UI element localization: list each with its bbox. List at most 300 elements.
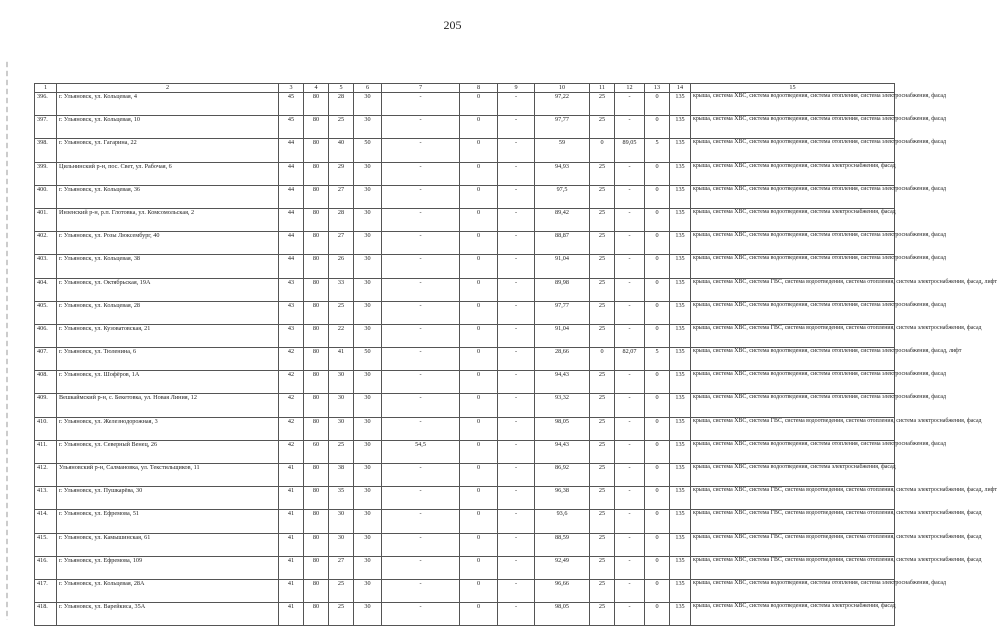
col-5-cell: 30 [329,394,354,417]
col-7-cell: - [382,185,460,208]
col-13-cell: 0 [645,533,670,556]
address-cell: г. Ульяновск, ул. Кольцевая, 4 [57,93,279,116]
col-3-cell: 45 [279,116,304,139]
col-9-cell: - [498,487,535,510]
col-8-cell: 0 [460,278,498,301]
col-10-cell: 97,77 [535,301,590,324]
table-row [35,348,895,371]
col-3-cell: 45 [279,93,304,116]
column-header: 4 [304,84,329,93]
col-14-cell: 135 [670,603,691,626]
row-number-cell: 407. [35,348,57,371]
address-cell: г. Ульяновск, ул. Кольцевая, 28 [57,301,279,324]
address-cell: г. Ульяновск, ул. Гагарина, 22 [57,139,279,162]
register-table [34,83,997,626]
works-list-cell: крыша, система ХВС, система водоотведения, система отопления, система электроснабжения, фасад [691,394,895,417]
col-3-cell: 44 [279,185,304,208]
col-4-cell: 80 [304,162,329,185]
col-4-cell: 80 [304,556,329,579]
col-7-cell: - [382,464,460,487]
col-8-cell: 0 [460,487,498,510]
col-11-cell: 25 [590,417,615,440]
column-header: 9 [498,84,535,93]
col-12-cell: - [615,510,645,533]
col-8-cell: 0 [460,556,498,579]
col-7-cell: - [382,208,460,231]
col-10-cell: 88,59 [535,533,590,556]
table-row [35,301,895,324]
table-row [35,116,895,139]
address-cell: Вешкаймский р-н, с. Бекетовка, ул. Новая Линия, 12 [57,394,279,417]
col-4-cell: 80 [304,533,329,556]
col-9-cell: - [498,440,535,463]
col-10-cell: 97,77 [535,116,590,139]
col-8-cell: 0 [460,603,498,626]
col-3-cell: 41 [279,487,304,510]
col-3-cell: 42 [279,371,304,394]
col-11-cell: 25 [590,579,615,602]
works-list-cell: крыша, система ХВС, система водоотведения, система электроснабжения, фасад [691,464,895,487]
works-list-cell: крыша, система ХВС, система ГВС, система водоотведения, система отопления, система электроснабжения, фасад, лифт [691,487,895,510]
col-8-cell: 0 [460,208,498,231]
col-3-cell: 43 [279,278,304,301]
col-3-cell: 41 [279,556,304,579]
row-number-cell: 414. [35,510,57,533]
table-row [35,255,895,278]
col-14-cell: 135 [670,162,691,185]
works-list-cell: крыша, система ХВС, система ГВС, система водоотведения, система отопления, система электроснабжения, фасад [691,533,895,556]
col-4-cell: 80 [304,348,329,371]
col-5-cell: 28 [329,208,354,231]
page-number: 205 [443,18,462,32]
works-list-cell: крыша, система ХВС, система ГВС, система водоотведения, система отопления, система электроснабжения, фасад [691,417,895,440]
row-number-cell: 415. [35,533,57,556]
col-14-cell: 135 [670,579,691,602]
col-13-cell: 0 [645,603,670,626]
row-number-cell: 412. [35,464,57,487]
col-4-cell: 80 [304,324,329,347]
col-5-cell: 30 [329,510,354,533]
col-5-cell: 25 [329,579,354,602]
address-cell: г. Ульяновск, ул. Кольцевая, 10 [57,116,279,139]
works-list-cell: крыша, система ХВС, система водоотведения, система отопления, система электроснабжения, фасад [691,139,895,162]
table-row [35,324,895,347]
col-11-cell: 25 [590,301,615,324]
col-6-cell: 30 [354,394,382,417]
scan-edge-dots [6,60,8,620]
works-list-cell: крыша, система ХВС, система водоотведения, система отопления, система электроснабжения, фасад [691,255,895,278]
col-9-cell: - [498,139,535,162]
col-11-cell: 25 [590,556,615,579]
col-13-cell: 0 [645,464,670,487]
col-10-cell: 96,38 [535,487,590,510]
col-9-cell: - [498,394,535,417]
address-cell: г. Ульяновск, ул. Ефремова, 109 [57,556,279,579]
col-13-cell: 0 [645,278,670,301]
column-header: 2 [57,84,279,93]
col-7-cell: - [382,487,460,510]
col-14-cell: 135 [670,510,691,533]
col-8-cell: 0 [460,464,498,487]
table-row [35,556,895,579]
col-7-cell: - [382,417,460,440]
col-3-cell: 44 [279,162,304,185]
col-14-cell: 135 [670,139,691,162]
col-7-cell: - [382,579,460,602]
col-11-cell: 25 [590,603,615,626]
table-row [35,208,895,231]
col-14-cell: 135 [670,394,691,417]
column-header: 14 [670,84,691,93]
col-4-cell: 80 [304,579,329,602]
col-13-cell: 0 [645,510,670,533]
col-12-cell: 82,07 [615,348,645,371]
col-7-cell: - [382,301,460,324]
col-13-cell: 0 [645,232,670,255]
col-5-cell: 27 [329,185,354,208]
col-7-cell: - [382,533,460,556]
row-number-cell: 413. [35,487,57,510]
col-6-cell: 30 [354,324,382,347]
col-7-cell: - [382,116,460,139]
col-4-cell: 80 [304,93,329,116]
col-11-cell: 25 [590,324,615,347]
works-list-cell: крыша, система ХВС, система водоотведения, система отопления, система электроснабжения, фасад [691,371,895,394]
address-cell: г. Ульяновск, ул. Кольцевая, 36 [57,185,279,208]
row-number-cell: 410. [35,417,57,440]
col-12-cell: - [615,93,645,116]
column-header: 7 [382,84,460,93]
table-row [35,139,895,162]
col-3-cell: 43 [279,324,304,347]
row-number-cell: 400. [35,185,57,208]
works-list-cell: крыша, система ХВС, система водоотведения, система отопления, система электроснабжения, фасад [691,185,895,208]
row-number-cell: 403. [35,255,57,278]
row-number-cell: 405. [35,301,57,324]
address-cell: г. Ульяновск, ул. Кузоватовская, 21 [57,324,279,347]
address-cell: г. Ульяновск, ул. Розы Люксембург, 40 [57,232,279,255]
row-number-cell: 411. [35,440,57,463]
col-7-cell: - [382,324,460,347]
col-10-cell: 91,04 [535,324,590,347]
col-3-cell: 43 [279,301,304,324]
col-6-cell: 30 [354,278,382,301]
col-7-cell: - [382,348,460,371]
col-9-cell: - [498,464,535,487]
col-5-cell: 26 [329,255,354,278]
col-14-cell: 135 [670,301,691,324]
header-row [35,84,895,93]
col-14-cell: 135 [670,487,691,510]
address-cell: Ульяновский р-н, Салмановка, ул. Текстильщиков, 11 [57,464,279,487]
works-list-cell: крыша, система ХВС, система водоотведения, система электроснабжения, фасад [691,162,895,185]
col-5-cell: 27 [329,232,354,255]
col-5-cell: 30 [329,371,354,394]
col-11-cell: 25 [590,185,615,208]
col-12-cell: - [615,324,645,347]
col-12-cell: - [615,417,645,440]
row-number-cell: 416. [35,556,57,579]
col-5-cell: 27 [329,556,354,579]
col-6-cell: 30 [354,162,382,185]
col-3-cell: 41 [279,510,304,533]
col-4-cell: 60 [304,440,329,463]
works-list-cell: крыша, система ХВС, система водоотведения, система отопления, система электроснабжения, фасад [691,301,895,324]
col-4-cell: 80 [304,301,329,324]
col-3-cell: 42 [279,348,304,371]
col-4-cell: 80 [304,232,329,255]
works-list-cell: крыша, система ХВС, система ГВС, система водоотведения, система отопления, система электроснабжения, фасад [691,510,895,533]
col-7-cell: - [382,603,460,626]
col-6-cell: 30 [354,556,382,579]
col-8-cell: 0 [460,162,498,185]
address-cell: Инзенский р-н, р.п. Глотовка, ул. Комсомольская, 2 [57,208,279,231]
col-10-cell: 97,5 [535,185,590,208]
col-14-cell: 135 [670,93,691,116]
col-12-cell: - [615,162,645,185]
col-9-cell: - [498,232,535,255]
col-6-cell: 30 [354,232,382,255]
col-5-cell: 40 [329,139,354,162]
col-4-cell: 80 [304,417,329,440]
address-cell: г. Ульяновск, ул. Варейкиса, 35А [57,603,279,626]
col-9-cell: - [498,185,535,208]
col-8-cell: 0 [460,394,498,417]
col-5-cell: 28 [329,93,354,116]
address-cell: г. Ульяновск, ул. Шофёров, 1А [57,371,279,394]
col-5-cell: 25 [329,116,354,139]
col-10-cell: 59 [535,139,590,162]
col-5-cell: 35 [329,487,354,510]
row-number-cell: 396. [35,93,57,116]
row-number-cell: 406. [35,324,57,347]
col-4-cell: 80 [304,510,329,533]
col-6-cell: 30 [354,603,382,626]
works-list-cell: крыша, система ХВС, система водоотведения, система отопления, система электроснабжения, фасад [691,116,895,139]
col-12-cell: - [615,278,645,301]
col-3-cell: 41 [279,464,304,487]
col-11-cell: 25 [590,394,615,417]
col-9-cell: - [498,348,535,371]
address-cell: г. Ульяновск, ул. Кольцевая, 28А [57,579,279,602]
col-14-cell: 135 [670,417,691,440]
col-10-cell: 93,6 [535,510,590,533]
col-6-cell: 30 [354,417,382,440]
col-12-cell: - [615,464,645,487]
col-9-cell: - [498,510,535,533]
col-5-cell: 30 [329,533,354,556]
col-6-cell: 30 [354,301,382,324]
col-6-cell: 50 [354,139,382,162]
col-3-cell: 42 [279,394,304,417]
col-8-cell: 0 [460,510,498,533]
col-11-cell: 25 [590,232,615,255]
col-9-cell: - [498,278,535,301]
col-12-cell: - [615,255,645,278]
col-3-cell: 41 [279,533,304,556]
col-11-cell: 25 [590,278,615,301]
col-5-cell: 29 [329,162,354,185]
col-14-cell: 135 [670,185,691,208]
col-10-cell: 28,66 [535,348,590,371]
row-number-cell: 397. [35,116,57,139]
col-10-cell: 89,98 [535,278,590,301]
column-header: 10 [535,84,590,93]
col-5-cell: 38 [329,464,354,487]
col-7-cell: - [382,139,460,162]
col-3-cell: 41 [279,579,304,602]
col-12-cell: - [615,116,645,139]
column-header: 15 [691,84,895,93]
col-8-cell: 0 [460,255,498,278]
col-9-cell: - [498,208,535,231]
table-row [35,440,895,463]
col-7-cell: 54,5 [382,440,460,463]
col-13-cell: 0 [645,162,670,185]
row-number-cell: 401. [35,208,57,231]
col-6-cell: 30 [354,464,382,487]
col-12-cell: - [615,533,645,556]
col-11-cell: 25 [590,371,615,394]
column-header: 8 [460,84,498,93]
col-14-cell: 135 [670,464,691,487]
col-3-cell: 42 [279,440,304,463]
row-number-cell: 417. [35,579,57,602]
col-12-cell: - [615,208,645,231]
table-row [35,487,895,510]
col-4-cell: 80 [304,278,329,301]
col-11-cell: 0 [590,348,615,371]
col-9-cell: - [498,93,535,116]
col-11-cell: 25 [590,116,615,139]
col-3-cell: 41 [279,603,304,626]
col-4-cell: 80 [304,139,329,162]
col-11-cell: 25 [590,162,615,185]
col-8-cell: 0 [460,232,498,255]
table-row [35,278,895,301]
col-8-cell: 0 [460,185,498,208]
col-12-cell: - [615,301,645,324]
col-6-cell: 30 [354,93,382,116]
address-cell: г. Ульяновск, ул. Пушкарёва, 30 [57,487,279,510]
col-6-cell: 30 [354,579,382,602]
col-11-cell: 25 [590,255,615,278]
col-5-cell: 30 [329,417,354,440]
col-7-cell: - [382,371,460,394]
col-9-cell: - [498,116,535,139]
column-header: 3 [279,84,304,93]
col-6-cell: 50 [354,348,382,371]
col-12-cell: - [615,556,645,579]
col-12-cell: - [615,185,645,208]
row-number-cell: 418. [35,603,57,626]
col-11-cell: 0 [590,139,615,162]
col-14-cell: 135 [670,278,691,301]
col-12-cell: - [615,487,645,510]
col-4-cell: 80 [304,487,329,510]
col-14-cell: 135 [670,255,691,278]
row-number-cell: 404. [35,278,57,301]
col-9-cell: - [498,417,535,440]
col-8-cell: 0 [460,324,498,347]
column-header: 1 [35,84,57,93]
col-10-cell: 89,42 [535,208,590,231]
address-cell: г. Ульяновск, ул. Северный Венец, 26 [57,440,279,463]
col-9-cell: - [498,301,535,324]
works-list-cell: крыша, система ХВС, система водоотведения, система отопления, система электроснабжения, фасад [691,93,895,116]
col-4-cell: 80 [304,603,329,626]
works-list-cell: крыша, система ХВС, система водоотведения, система электроснабжения, фасад [691,603,895,626]
col-6-cell: 30 [354,185,382,208]
works-list-cell: крыша, система ХВС, система водоотведения, система отопления, система электроснабжения, фасад [691,232,895,255]
col-13-cell: 0 [645,371,670,394]
col-13-cell: 5 [645,139,670,162]
col-14-cell: 135 [670,208,691,231]
col-11-cell: 25 [590,464,615,487]
col-13-cell: 0 [645,116,670,139]
col-8-cell: 0 [460,116,498,139]
col-8-cell: 0 [460,301,498,324]
col-6-cell: 30 [354,510,382,533]
col-9-cell: - [498,324,535,347]
col-12-cell: - [615,371,645,394]
col-11-cell: 25 [590,487,615,510]
col-7-cell: - [382,93,460,116]
col-7-cell: - [382,556,460,579]
col-14-cell: 135 [670,371,691,394]
column-header: 11 [590,84,615,93]
col-13-cell: 0 [645,324,670,347]
column-header: 6 [354,84,382,93]
table-row [35,579,895,602]
address-cell: г. Ульяновск, ул. Камышинская, 61 [57,533,279,556]
col-13-cell: 0 [645,301,670,324]
works-list-cell: крыша, система ХВС, система ГВС, система водоотведения, система отопления, система электроснабжения, фасад, лифт [691,278,895,301]
works-list-cell: крыша, система ХВС, система водоотведения, система электроснабжения, фасад [691,208,895,231]
col-7-cell: - [382,510,460,533]
col-4-cell: 80 [304,371,329,394]
col-13-cell: 5 [645,348,670,371]
col-5-cell: 25 [329,603,354,626]
col-8-cell: 0 [460,348,498,371]
col-10-cell: 94,43 [535,440,590,463]
col-12-cell: 89,05 [615,139,645,162]
works-list-cell: крыша, система ХВС, система водоотведения, система отопления, система электроснабжения, фасад, лифт [691,348,895,371]
col-11-cell: 25 [590,208,615,231]
col-6-cell: 30 [354,487,382,510]
col-11-cell: 25 [590,440,615,463]
table-row [35,394,895,417]
col-13-cell: 0 [645,417,670,440]
col-10-cell: 94,43 [535,371,590,394]
col-4-cell: 80 [304,394,329,417]
col-8-cell: 0 [460,93,498,116]
col-8-cell: 0 [460,417,498,440]
col-12-cell: - [615,232,645,255]
col-7-cell: - [382,232,460,255]
row-number-cell: 408. [35,371,57,394]
col-12-cell: - [615,579,645,602]
col-5-cell: 33 [329,278,354,301]
col-4-cell: 80 [304,116,329,139]
table-row [35,417,895,440]
table-row [35,232,895,255]
col-6-cell: 30 [354,371,382,394]
table-row [35,533,895,556]
col-13-cell: 0 [645,394,670,417]
row-number-cell: 402. [35,232,57,255]
col-13-cell: 0 [645,440,670,463]
